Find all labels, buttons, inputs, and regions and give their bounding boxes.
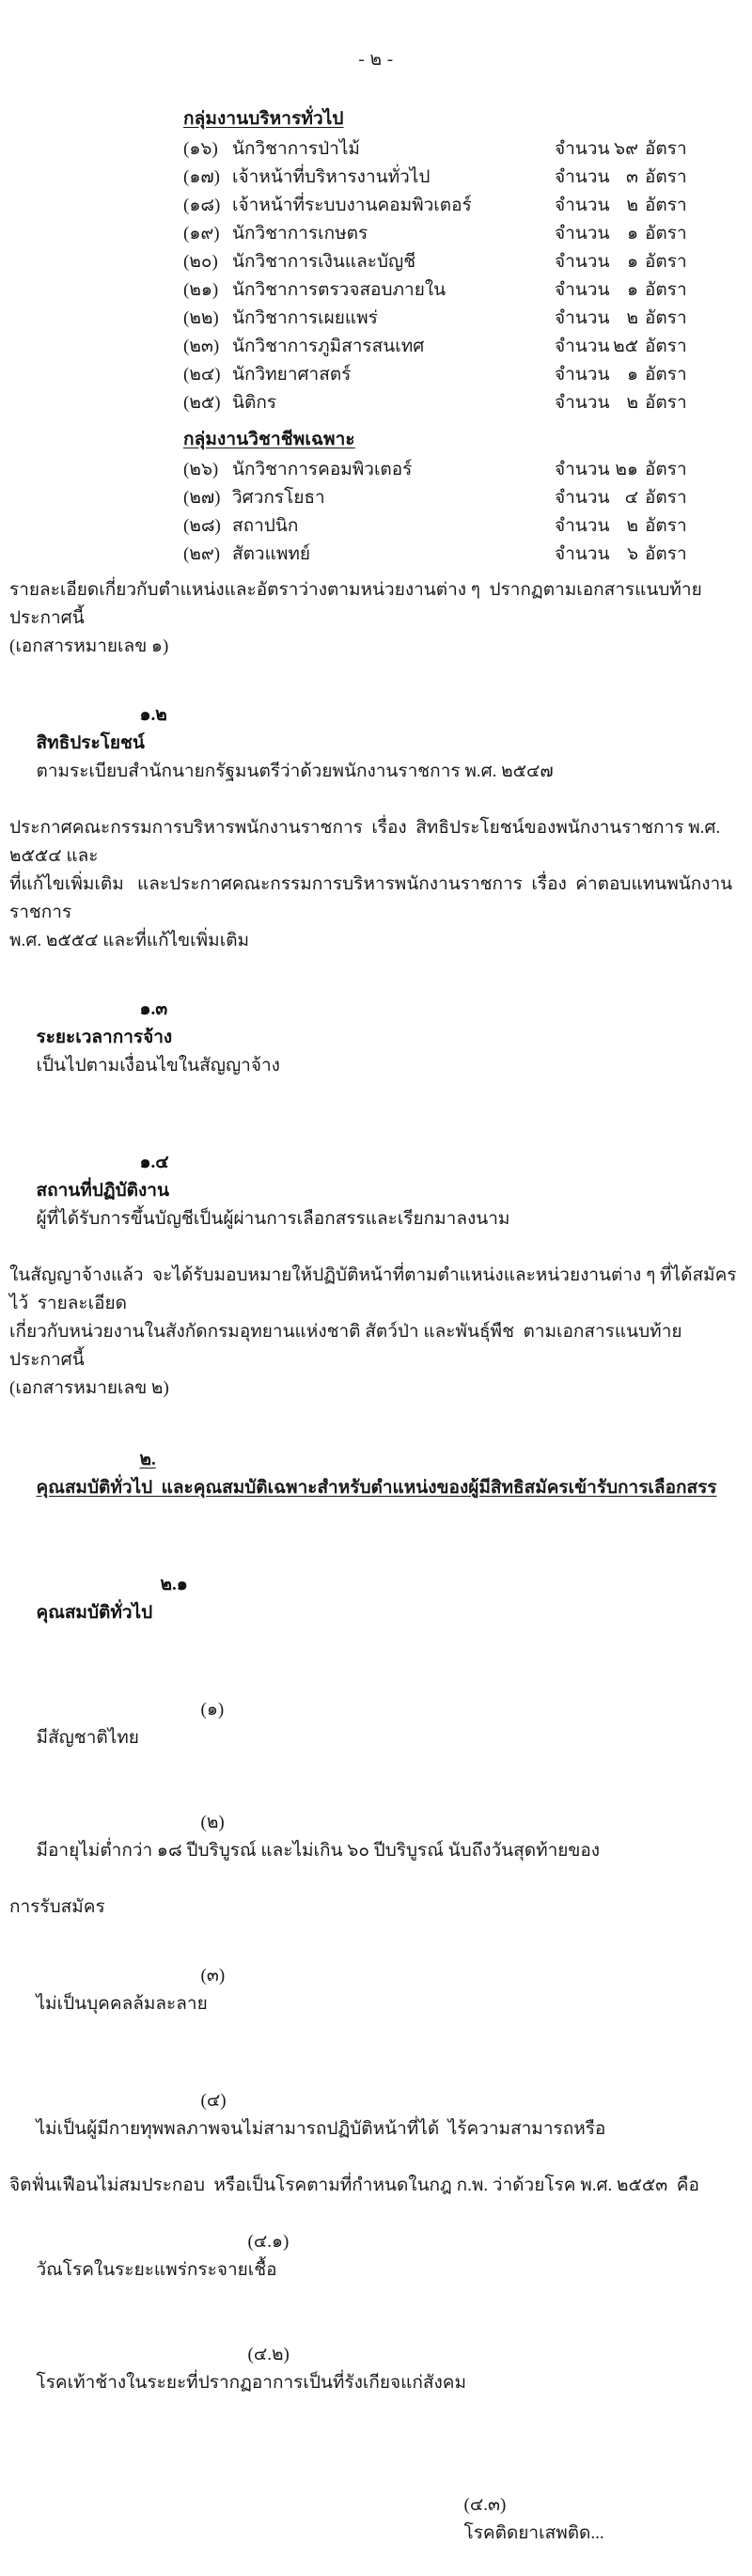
section-1-4-line-4: (เอกสารหมายเลข ๒) bbox=[9, 1378, 169, 1398]
position-title: นักวิชาการเผยแพร่ bbox=[232, 308, 378, 328]
section-1-4-title: สถานที่ปฏิบัติงาน bbox=[36, 1181, 169, 1201]
quantity-label: จำนวน bbox=[555, 460, 610, 479]
quantity-label: จำนวน bbox=[555, 167, 610, 187]
position-title: วิศวกรโยธา bbox=[232, 488, 325, 508]
quantity-unit: อัตรา bbox=[645, 393, 687, 413]
quantity-value: ๑ bbox=[626, 365, 638, 385]
position-row bbox=[0, 389, 752, 417]
quantity-value: ๒ bbox=[626, 516, 638, 536]
position-title: นักวิชาการภูมิสารสนเทศ bbox=[232, 337, 425, 356]
position-row bbox=[0, 164, 752, 192]
section-1-2-line-1 bbox=[9, 673, 744, 814]
position-title: นักวิทยาศาสตร์ bbox=[232, 365, 352, 385]
position-title: เจ้าหน้าที่บริหารงานทั่วไป bbox=[232, 167, 431, 187]
position-title: เจ้าหน้าที่ระบบงานคอมพิวเตอร์ bbox=[232, 196, 472, 215]
section-2-heading-line bbox=[9, 1418, 744, 1531]
position-title: นักวิชาการเกษตร bbox=[232, 224, 368, 243]
position-row bbox=[0, 456, 752, 484]
qualification-number: (๓) bbox=[200, 1966, 226, 1986]
position-number: (๒๖) bbox=[183, 460, 219, 479]
position-list-section bbox=[0, 105, 752, 569]
position-title: นักวิชาการตรวจสอบภายใน bbox=[232, 280, 446, 300]
disease-text: โรคเท้าช้างในระยะที่ปรากฏอาการเป็นที่รังเกียจแก่สังคม bbox=[36, 2373, 467, 2393]
section-1-4-line-3: เกี่ยวกับหน่วยงานในสังกัดกรมอุทยานแห่งชาติ สัตว์ป่า และพันธุ์พืช ตามเอกสารแนบท้ายประกาศนี้ bbox=[9, 1322, 682, 1370]
qualification-item bbox=[9, 1668, 744, 1781]
section-2-1-title: คุณสมบัติทั่วไป bbox=[36, 1603, 153, 1623]
section-2-1-number: ๒.๑ bbox=[160, 1575, 188, 1594]
quantity-label: จำนวน bbox=[555, 139, 610, 159]
qualification-item bbox=[9, 1934, 744, 2047]
section-1-3-line bbox=[9, 967, 744, 1108]
position-title: นักวิชาการคอมพิวเตอร์ bbox=[232, 460, 413, 479]
position-row bbox=[0, 541, 752, 569]
section-1-2-line-2: ประกาศคณะกรรมการบริหารพนักงานราชการ เรื่อง สิทธิประโยชน์ของพนักงานราชการ พ.ศ. ๒๕๕๔ และ bbox=[9, 818, 725, 866]
disease-item-truncated bbox=[9, 2463, 744, 2576]
qualification-text: มีอายุไม่ต่ำกว่า ๑๘ ปีบริบูรณ์ และไม่เกิน ๖๐ ปีบริบูรณ์ นับถึงวันสุดท้ายของ bbox=[36, 1841, 601, 1861]
qualification-number: (๑) bbox=[200, 1700, 225, 1720]
quantity-label: จำนวน bbox=[555, 308, 610, 328]
position-row bbox=[0, 484, 752, 512]
disease-text: โรคติดยาเสพติด... bbox=[463, 2523, 604, 2543]
position-number: (๑๗) bbox=[183, 167, 221, 187]
position-number: (๒๔) bbox=[183, 365, 221, 385]
quantity-unit: อัตรา bbox=[645, 365, 687, 385]
quantity-unit: อัตรา bbox=[645, 196, 687, 215]
disease-number: (๔.๑) bbox=[247, 2232, 290, 2252]
attachment-note-line-1: รายละเอียดเกี่ยวกับตำแหน่งและอัตราว่างตามหน่วยงานต่าง ๆ ปรากฏตามเอกสารแนบท้ายประกาศนี้ bbox=[9, 580, 702, 628]
quantity-unit: อัตรา bbox=[645, 139, 687, 159]
section-1-4-number: ๑.๔ bbox=[139, 1153, 169, 1172]
quantity-value: ๒ bbox=[626, 393, 638, 413]
group-heading-specialist: กลุ่มงานวิชาชีพเฉพาะ bbox=[183, 430, 355, 449]
quantity-unit: อัตรา bbox=[645, 488, 687, 508]
qualification-text: ไม่เป็นบุคคลล้มละลาย bbox=[36, 1994, 208, 2014]
position-number: (๒๓) bbox=[183, 337, 220, 356]
qualification-item bbox=[9, 2059, 744, 2172]
quantity-value: ๒๕ bbox=[613, 337, 638, 356]
position-number: (๑๖) bbox=[183, 139, 218, 159]
quantity-label: จำนวน bbox=[555, 393, 610, 413]
position-number: (๒๑) bbox=[183, 280, 219, 300]
quantity-label: จำนวน bbox=[555, 280, 610, 300]
quantity-unit: อัตรา bbox=[645, 544, 687, 564]
qualification-item-continuation: จิตฟั่นเฟือนไม่สมประกอบ หรือเป็นโรคตามที่กำหนดในกฎ ก.พ. ว่าด้วยโรค พ.ศ. ๒๕๕๓ คือ bbox=[9, 2175, 699, 2195]
position-number: (๑๘) bbox=[183, 196, 221, 215]
section-1-3-text: เป็นไปตามเงื่อนไขในสัญญาจ้าง bbox=[36, 1056, 280, 1076]
quantity-label: จำนวน bbox=[555, 516, 610, 536]
quantity-value: ๑ bbox=[626, 252, 638, 272]
position-title: นักวิชาการเงินและบัญชี bbox=[232, 252, 416, 272]
position-row bbox=[0, 248, 752, 276]
quantity-value: ๖ bbox=[626, 544, 638, 564]
section-1-4-line-2: ในสัญญาจ้างแล้ว จะได้รับมอบหมายให้ปฏิบัติหน้าที่ตามตำแหน่งและหน่วยงานต่าง ๆ ที่ได้สมัครไว้ รายละเอียด bbox=[9, 1265, 737, 1313]
quantity-unit: อัตรา bbox=[645, 308, 687, 328]
quantity-value: ๓ bbox=[626, 167, 638, 187]
quantity-label: จำนวน bbox=[555, 365, 610, 385]
section-1-2-text-line-1: ตามระเบียบสำนักนายกรัฐมนตรีว่าด้วยพนักงานราชการ พ.ศ. ๒๕๔๗ bbox=[36, 762, 554, 781]
section-1-4-text-line-1: ผู้ที่ได้รับการขึ้นบัญชีเป็นผู้ผ่านการเลือกสรรและเรียกมาลงนาม bbox=[36, 1209, 510, 1229]
position-number: (๒๗) bbox=[183, 488, 221, 508]
section-1-2-title: สิทธิประโยชน์ bbox=[36, 733, 145, 753]
qualification-text: ไม่เป็นผู้มีกายทุพพลภาพจนไม่สามารถปฏิบัติหน้าที่ได้ ไร้ความสามารถหรือ bbox=[36, 2119, 606, 2139]
position-row bbox=[0, 192, 752, 220]
quantity-unit: อัตรา bbox=[645, 280, 687, 300]
section-1-2-number: ๑.๒ bbox=[139, 705, 167, 725]
quantity-unit: อัตรา bbox=[645, 224, 687, 243]
section-1-4-line-1 bbox=[9, 1121, 744, 1262]
position-title: สถาปนิก bbox=[232, 516, 299, 536]
section-1-3-number: ๑.๓ bbox=[139, 999, 168, 1019]
group-heading-general-admin: กลุ่มงานบริหารทั่วไป bbox=[183, 109, 344, 129]
qualification-number: (๔) bbox=[200, 2091, 227, 2111]
section-2-heading: คุณสมบัติทั่วไป และคุณสมบัติเฉพาะสำหรับตำแหน่งของผู้มีสิทธิสมัครเข้ารับการเลือกสรร bbox=[36, 1478, 717, 1498]
position-title: นิติกร bbox=[232, 393, 277, 413]
group-heading-general-admin-wrap bbox=[0, 105, 752, 135]
position-row bbox=[0, 512, 752, 541]
quantity-value: ๒๑ bbox=[615, 460, 638, 479]
quantity-value: ๒ bbox=[626, 308, 638, 328]
quantity-label: จำนวน bbox=[555, 544, 610, 564]
position-title: สัตวแพทย์ bbox=[232, 544, 311, 564]
quantity-label: จำนวน bbox=[555, 488, 610, 508]
quantity-unit: อัตรา bbox=[645, 167, 687, 187]
position-row bbox=[0, 135, 752, 164]
disease-text: วัณโรคในระยะแพร่กระจายเชื้อ bbox=[36, 2260, 277, 2280]
quantity-value: ๔ bbox=[624, 488, 638, 508]
quantity-value: ๖๙ bbox=[614, 139, 638, 159]
disease-number: (๔.๒) bbox=[247, 2345, 290, 2364]
section-1-3-title: ระยะเวลาการจ้าง bbox=[36, 1028, 173, 1047]
quantity-label: จำนวน bbox=[555, 224, 610, 243]
qualification-text: มีสัญชาติไทย bbox=[36, 1728, 139, 1748]
disease-item bbox=[9, 2200, 744, 2313]
position-number: (๒๙) bbox=[183, 544, 221, 564]
section-2-1-line bbox=[9, 1543, 744, 1656]
page-number-marker: - ๒ - bbox=[358, 50, 394, 70]
quantity-unit: อัตรา bbox=[645, 252, 687, 272]
section-1-2-line-3: ที่แก้ไขเพิ่มเติม และประกาศคณะกรรมการบริหารพนักงานราชการ เรื่อง ค่าตอบแทนพนักงานราชการ bbox=[9, 874, 733, 922]
group-heading-specialist-wrap bbox=[0, 426, 752, 456]
position-title: นักวิชาการป่าไม้ bbox=[232, 139, 360, 159]
quantity-value: ๑ bbox=[626, 280, 638, 300]
position-number: (๑๙) bbox=[183, 224, 220, 243]
document-body bbox=[9, 576, 744, 2576]
position-number: (๒๒) bbox=[183, 308, 219, 328]
disease-number: (๔.๓) bbox=[463, 2495, 507, 2515]
qualification-item-continuation: การรับสมัคร bbox=[9, 1897, 105, 1917]
disease-item bbox=[9, 2313, 744, 2426]
quantity-label: จำนวน bbox=[555, 252, 610, 272]
position-row bbox=[0, 361, 752, 389]
position-row bbox=[0, 305, 752, 333]
position-number: (๒๕) bbox=[183, 393, 221, 413]
quantity-value: ๒ bbox=[626, 196, 638, 215]
position-row bbox=[0, 220, 752, 248]
position-number: (๒๘) bbox=[183, 516, 221, 536]
qualification-item bbox=[9, 1781, 744, 1893]
quantity-label: จำนวน bbox=[555, 196, 610, 215]
quantity-unit: อัตรา bbox=[645, 516, 687, 536]
position-row bbox=[0, 276, 752, 305]
position-row bbox=[0, 333, 752, 361]
attachment-note-line-2: (เอกสารหมายเลข ๑) bbox=[9, 636, 169, 656]
quantity-label: จำนวน bbox=[555, 337, 610, 356]
section-2-number: ๒. bbox=[139, 1450, 156, 1469]
quantity-unit: อัตรา bbox=[645, 460, 687, 479]
position-number: (๒๐) bbox=[183, 252, 218, 272]
qualification-number: (๒) bbox=[200, 1813, 225, 1832]
section-1-2-line-4: พ.ศ. ๒๕๕๔ และที่แก้ไขเพิ่มเติม bbox=[9, 931, 250, 950]
quantity-unit: อัตรา bbox=[645, 337, 687, 356]
quantity-value: ๑ bbox=[626, 224, 638, 243]
